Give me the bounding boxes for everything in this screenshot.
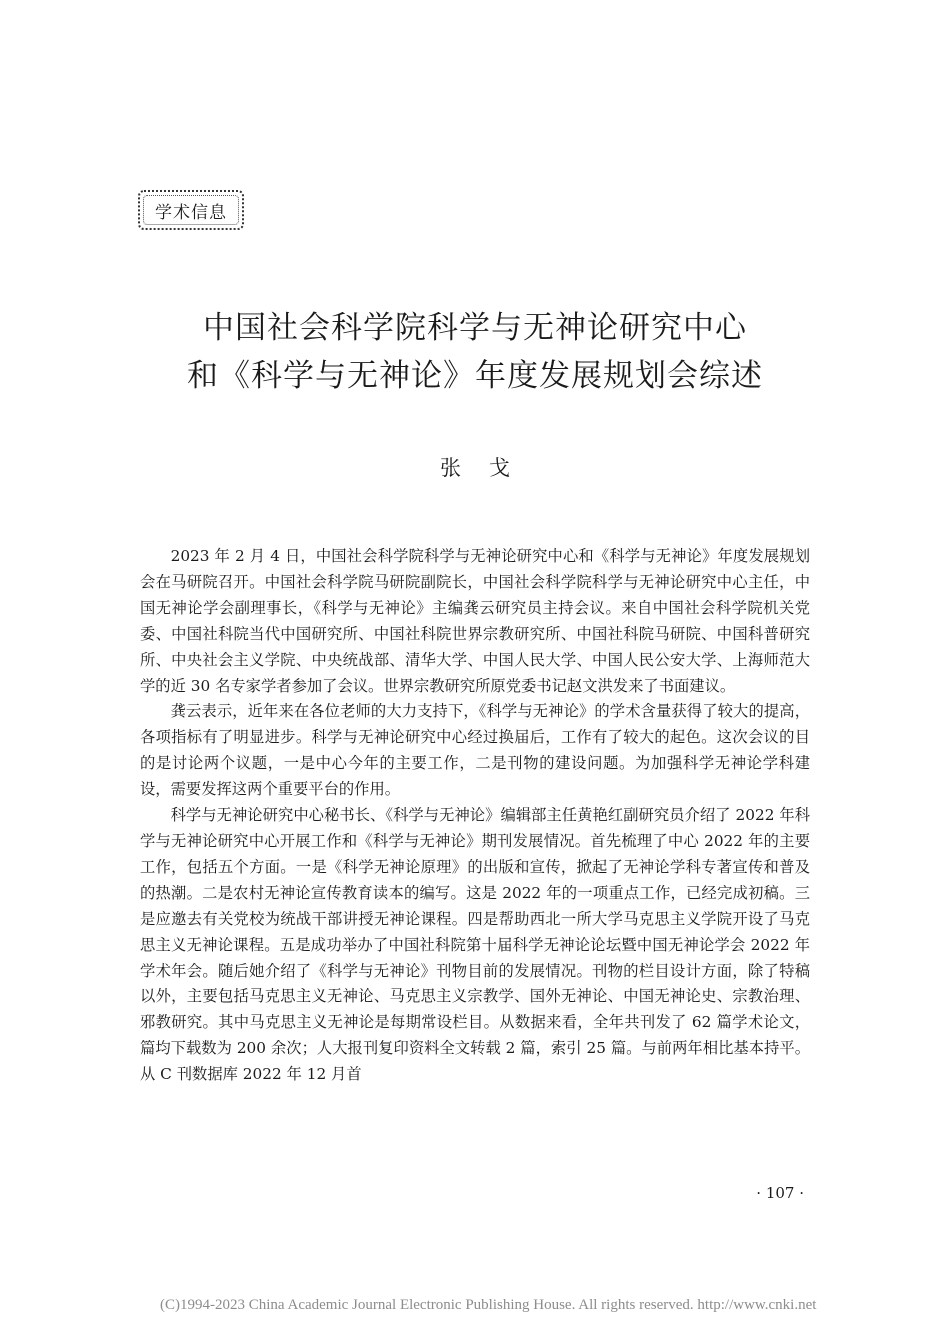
paragraph: 科学与无神论研究中心秘书长、《科学与无神论》编辑部主任黄艳红副研究员介绍了 2022 年科学与无神论研究中心开展工作和《科学与无神论》期刊发展情况。首先梳理了中心 2022 年的主要工作，包括五个方面。一是《科学无神论原理》的出版和宣传，掀起了无神论学科专著宣传和普及的热潮。二是农村无神论宣传教育读本的编写。这是 2022 年的一项重点工作，已经完成初稿。三是应邀去有关党校为统战干部讲授无神论课程。四是帮助西北一所大学马克思主义学院开设了马克思主义无神论课程。五是成功举办了中国社科院第十届科学无神论论坛暨中国无神论学会 2022 年学术年会。随后她介绍了《科学与无神论》刊物目前的发展情况。刊物的栏目设计方面，除了特稿以外，主要包括马克思主义无神论、马克思主义宗教学、国外无神论、中国无神论史、宗教治理、邪教研究。其中马克思主义无神论是每期常设栏目。从数据来看，全年共刊发了 62 篇学术论文，篇均下载数为 200 余次；人大报刊复印资料全文转载 2 篇，索引 25 篇。与前两年相比基本持平。从 C 刊数据库 2022 年 12 月首: [140, 806, 810, 1084]
paragraph: 2023 年 2 月 4 日，中国社会科学院科学与无神论研究中心和《科学与无神论》年度发展规划会在马研院召开。中国社会科学院马研院副院长，中国社会科学院科学与无神论研究中心主任，中国无神论学会副理事长，《科学与无神论》主编龚云研究员主持会议。来自中国社会科学院机关党委、中国社科院当代中国研究所、中国社科院世界宗教研究所、中国社科院马研院、中国科普研究所、中央社会主义学院、中央统战部、清华大学、中国人民大学、中国人民公安大学、上海师范大学的近 30 名专家学者参加了会议。世界宗教研究所原党委书记赵文洪发来了书面建议。: [140, 547, 810, 695]
section-tag: [138, 190, 244, 230]
copyright-footer: (C)1994-2023 China Academic Journal Electronic Publishing House. All rights reserved. http://www.cnki.net: [160, 1297, 817, 1313]
section-tag-label: 学术信息: [155, 202, 227, 223]
article-body: [140, 544, 810, 1088]
paragraph: 龚云表示，近年来在各位老师的大力支持下，《科学与无神论》的学术含量获得了较大的提高，各项指标有了明显进步。科学与无神论研究中心经过换届后，工作有了较大的起色。这次会议的目的是讨论两个议题，一是中心今年的主要工作，二是刊物的建设问题。为加强科学无神论学科建设，需要发挥这两个重要平台的作用。: [140, 702, 810, 799]
page-number: · 107 ·: [756, 1184, 804, 1202]
article-title-line-2: 和《科学与无神论》年度发展规划会综述: [187, 358, 763, 394]
article-title-line-1: 中国社会科学院科学与无神论研究中心: [203, 310, 747, 346]
author-name: 张戈: [440, 456, 538, 480]
